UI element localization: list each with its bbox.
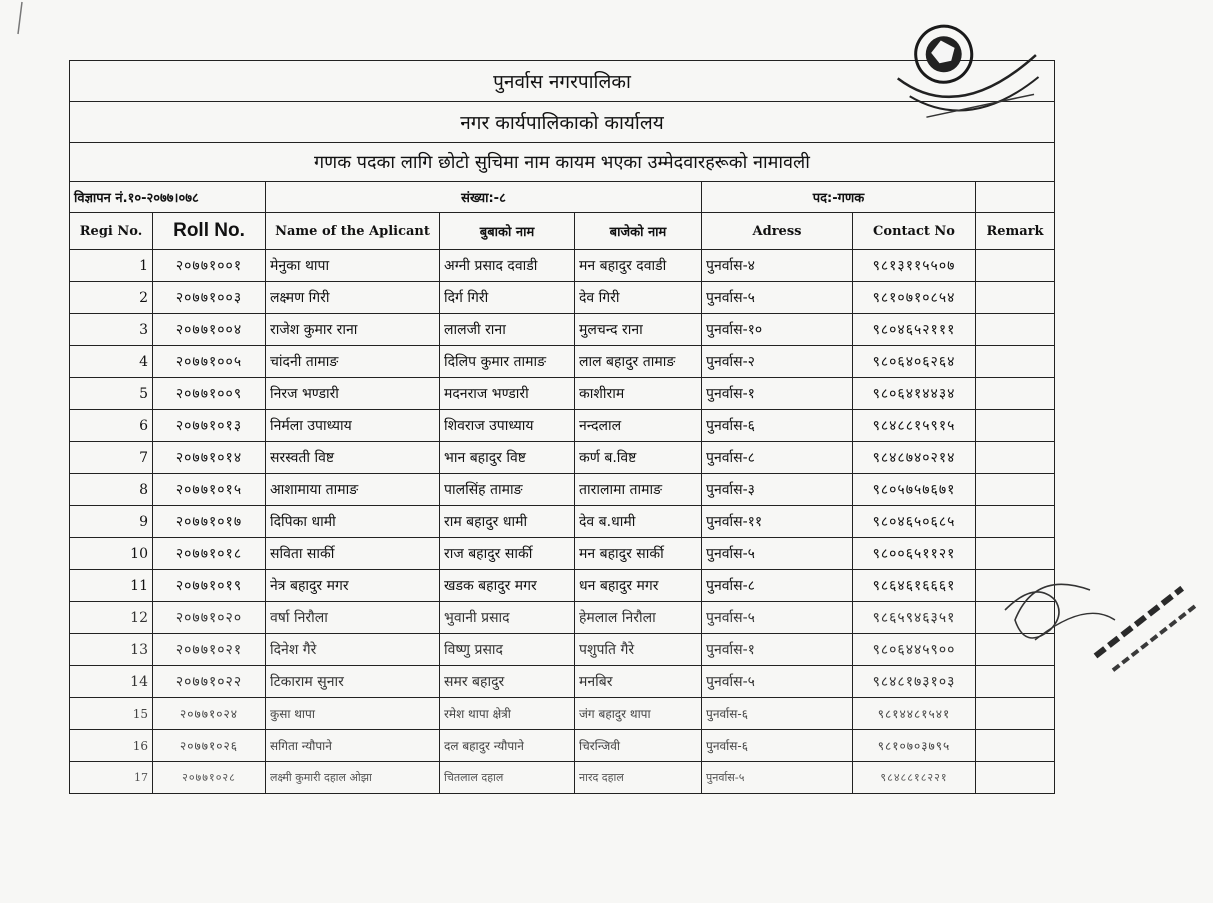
cell-regi: 6 (70, 410, 153, 442)
cell-roll: २०७७१०१३ (153, 410, 266, 442)
cell-regi: 7 (70, 442, 153, 474)
cell-contact: ९८४८१७३१०३ (853, 666, 976, 698)
cell-contact: ९८०६४१४४३४ (853, 378, 976, 410)
cell-name: सगिता न्यौपाने (266, 730, 440, 762)
cell-father: भुवानी प्रसाद (440, 602, 575, 634)
cell-contact: ९८०६४४५९०० (853, 634, 976, 666)
table-header-row (70, 213, 1055, 250)
cell-grandfather: काशीराम (575, 378, 702, 410)
cell-address: पुनर्वास-११ (702, 506, 853, 538)
cell-name: सविता सार्की (266, 538, 440, 570)
table-row (70, 506, 1055, 538)
cell-regi: 12 (70, 602, 153, 634)
cell-regi: 11 (70, 570, 153, 602)
table-row (70, 762, 1055, 794)
cell-name: दिनेश गैरे (266, 634, 440, 666)
cell-roll: २०७७१०१९ (153, 570, 266, 602)
cell-name: सरस्वती विष्ट (266, 442, 440, 474)
cell-name: टिकाराम सुनार (266, 666, 440, 698)
cell-address: पुनर्वास-३ (702, 474, 853, 506)
cell-contact: ९८६५९४६३५१ (853, 602, 976, 634)
table-row (70, 346, 1055, 378)
meta-row (70, 182, 1055, 213)
cell-grandfather: मन बहादुर दवाडी (575, 250, 702, 282)
cell-name: निरज भण्डारी (266, 378, 440, 410)
cell-remark (976, 410, 1055, 442)
pen-mark (0, 0, 40, 60)
table-row (70, 666, 1055, 698)
notice-number: विज्ञापन नं.१०-२०७७।०७८ (70, 182, 266, 213)
cell-contact: ९८१३११५५०७ (853, 250, 976, 282)
table-row (70, 442, 1055, 474)
header-remark: Remark (976, 213, 1055, 250)
cell-father: खडक बहादुर मगर (440, 570, 575, 602)
cell-address: पुनर्वास-५ (702, 282, 853, 314)
cell-roll: २०७७१०१८ (153, 538, 266, 570)
cell-roll: २०७७१००५ (153, 346, 266, 378)
cell-grandfather: मन बहादुर सार्की (575, 538, 702, 570)
header-roll: Roll No. (153, 213, 266, 250)
cell-father: दिर्ग गिरी (440, 282, 575, 314)
cell-roll: २०७७१०१७ (153, 506, 266, 538)
cell-address: पुनर्वास-६ (702, 410, 853, 442)
cell-regi: 2 (70, 282, 153, 314)
cell-regi: 4 (70, 346, 153, 378)
cell-name: राजेश कुमार राना (266, 314, 440, 346)
cell-name: चांदनी तामाङ (266, 346, 440, 378)
cell-roll: २०७७१००१ (153, 250, 266, 282)
cell-address: पुनर्वास-४ (702, 250, 853, 282)
cell-grandfather: देव ब.धामी (575, 506, 702, 538)
cell-contact: ९८१०७०३७९५ (853, 730, 976, 762)
cell-contact: ९८००६५११२१ (853, 538, 976, 570)
cell-address: पुनर्वास-५ (702, 538, 853, 570)
cell-address: पुनर्वास-१ (702, 378, 853, 410)
cell-regi: 1 (70, 250, 153, 282)
cell-father: दल बहादुर न्यौपाने (440, 730, 575, 762)
table-row (70, 410, 1055, 442)
cell-address: पुनर्वास-६ (702, 698, 853, 730)
cell-remark (976, 346, 1055, 378)
cell-regi: 10 (70, 538, 153, 570)
cell-remark (976, 314, 1055, 346)
cell-contact: ९८१४४८१५४१ (853, 698, 976, 730)
table-body (70, 250, 1055, 794)
cell-name: लक्ष्मी कुमारी दहाल ओझा (266, 762, 440, 794)
cell-remark (976, 282, 1055, 314)
cell-regi: 16 (70, 730, 153, 762)
cell-grandfather: लाल बहादुर तामाङ (575, 346, 702, 378)
cell-grandfather: धन बहादुर मगर (575, 570, 702, 602)
table-row (70, 378, 1055, 410)
cell-contact: ९८०५७५७६७१ (853, 474, 976, 506)
cell-remark (976, 442, 1055, 474)
cell-roll: २०७७१०२८ (153, 762, 266, 794)
cell-address: पुनर्वास-५ (702, 666, 853, 698)
cell-roll: २०७७१०२१ (153, 634, 266, 666)
header-contact: Contact No (853, 213, 976, 250)
table-row (70, 538, 1055, 570)
officer-signature-stamp (995, 540, 1210, 740)
cell-grandfather: देव गिरी (575, 282, 702, 314)
table-row (70, 250, 1055, 282)
vacancy-count: संख्या:-८ (266, 182, 702, 213)
cell-remark (976, 762, 1055, 794)
cell-name: निर्मला उपाध्याय (266, 410, 440, 442)
cell-grandfather: चिरन्जिवी (575, 730, 702, 762)
cell-contact: ९८४८८१८२२१ (853, 762, 976, 794)
cell-regi: 15 (70, 698, 153, 730)
cell-grandfather: तारालामा तामाङ (575, 474, 702, 506)
table-row (70, 730, 1055, 762)
cell-address: पुनर्वास-१ (702, 634, 853, 666)
cell-address: पुनर्वास-६ (702, 730, 853, 762)
cell-roll: २०७७१०२४ (153, 698, 266, 730)
meta-empty-cell (976, 182, 1055, 213)
cell-remark (976, 474, 1055, 506)
cell-roll: २०७७१०२२ (153, 666, 266, 698)
cell-father: पालसिंह तामाङ (440, 474, 575, 506)
cell-roll: २०७७१००४ (153, 314, 266, 346)
table-row (70, 698, 1055, 730)
cell-roll: २०७७१००३ (153, 282, 266, 314)
cell-father: रमेश थापा क्षेत्री (440, 698, 575, 730)
municipality-title: पुनर्वास नगरपालिका (70, 61, 1055, 102)
cell-regi: 17 (70, 762, 153, 794)
table-row (70, 314, 1055, 346)
cell-roll: २०७७१०२० (153, 602, 266, 634)
cell-grandfather: हेमलाल निरौला (575, 602, 702, 634)
table-row (70, 282, 1055, 314)
cell-grandfather: मनबिर (575, 666, 702, 698)
cell-grandfather: नन्दलाल (575, 410, 702, 442)
cell-grandfather: पशुपति गैरे (575, 634, 702, 666)
post-name: पद:-गणक (702, 182, 976, 213)
cell-address: पुनर्वास-१० (702, 314, 853, 346)
list-title: गणक पदका लागि छोटो सुचिमा नाम कायम भएका उम्मेदवारहरूको नामावली (70, 143, 1055, 182)
cell-grandfather: जंग बहादुर थापा (575, 698, 702, 730)
cell-father: मदनराज भण्डारी (440, 378, 575, 410)
header-regi: Regi No. (70, 213, 153, 250)
office-title: नगर कार्यपालिकाको कार्यालय (70, 102, 1055, 143)
header-address: Adress (702, 213, 853, 250)
cell-father: राज बहादुर सार्की (440, 538, 575, 570)
table-row (70, 634, 1055, 666)
cell-roll: २०७७१०१४ (153, 442, 266, 474)
cell-name: आशामाया तामाङ (266, 474, 440, 506)
cell-father: विष्णु प्रसाद (440, 634, 575, 666)
cell-contact: ९८४८७४०२१४ (853, 442, 976, 474)
cell-address: पुनर्वास-२ (702, 346, 853, 378)
cell-contact: ९८४८८१५९१५ (853, 410, 976, 442)
table-row (70, 570, 1055, 602)
cell-roll: २०७७१०२६ (153, 730, 266, 762)
cell-contact: ९८६४६१६६६१ (853, 570, 976, 602)
office-seal-stamp (890, 12, 1045, 152)
cell-father: शिवराज उपाध्याय (440, 410, 575, 442)
cell-contact: ९८०६४०६२६४ (853, 346, 976, 378)
cell-father: भान बहादुर विष्ट (440, 442, 575, 474)
cell-regi: 3 (70, 314, 153, 346)
cell-name: लक्ष्मण गिरी (266, 282, 440, 314)
cell-grandfather: कर्ण ब.विष्ट (575, 442, 702, 474)
cell-address: पुनर्वास-८ (702, 442, 853, 474)
cell-regi: 5 (70, 378, 153, 410)
cell-father: चितलाल दहाल (440, 762, 575, 794)
cell-name: मेनुका थापा (266, 250, 440, 282)
cell-regi: 8 (70, 474, 153, 506)
cell-regi: 9 (70, 506, 153, 538)
cell-grandfather: नारद दहाल (575, 762, 702, 794)
shortlist-document (69, 60, 1054, 794)
table-row (70, 602, 1055, 634)
cell-father: समर बहादुर (440, 666, 575, 698)
cell-father: लालजी राना (440, 314, 575, 346)
cell-name: नेत्र बहादुर मगर (266, 570, 440, 602)
cell-roll: २०७७१०१५ (153, 474, 266, 506)
header-name: Name of the Aplicant (266, 213, 440, 250)
cell-name: वर्षा निरौला (266, 602, 440, 634)
cell-address: पुनर्वास-५ (702, 762, 853, 794)
header-father: बुबाको नाम (440, 213, 575, 250)
cell-father: अग्नी प्रसाद दवाडी (440, 250, 575, 282)
cell-regi: 13 (70, 634, 153, 666)
candidate-table (69, 60, 1055, 794)
cell-remark (976, 378, 1055, 410)
header-grandfather: बाजेको नाम (575, 213, 702, 250)
cell-contact: ९८०४६५०६८५ (853, 506, 976, 538)
cell-name: दिपिका धामी (266, 506, 440, 538)
table-row (70, 474, 1055, 506)
cell-roll: २०७७१००९ (153, 378, 266, 410)
cell-contact: ९८१०७१०८५४ (853, 282, 976, 314)
cell-address: पुनर्वास-८ (702, 570, 853, 602)
cell-address: पुनर्वास-५ (702, 602, 853, 634)
cell-name: कुसा थापा (266, 698, 440, 730)
cell-contact: ९८०४६५२१११ (853, 314, 976, 346)
cell-regi: 14 (70, 666, 153, 698)
cell-remark (976, 506, 1055, 538)
cell-remark (976, 250, 1055, 282)
cell-grandfather: मुलचन्द राना (575, 314, 702, 346)
cell-father: राम बहादुर धामी (440, 506, 575, 538)
cell-father: दिलिप कुमार तामाङ (440, 346, 575, 378)
